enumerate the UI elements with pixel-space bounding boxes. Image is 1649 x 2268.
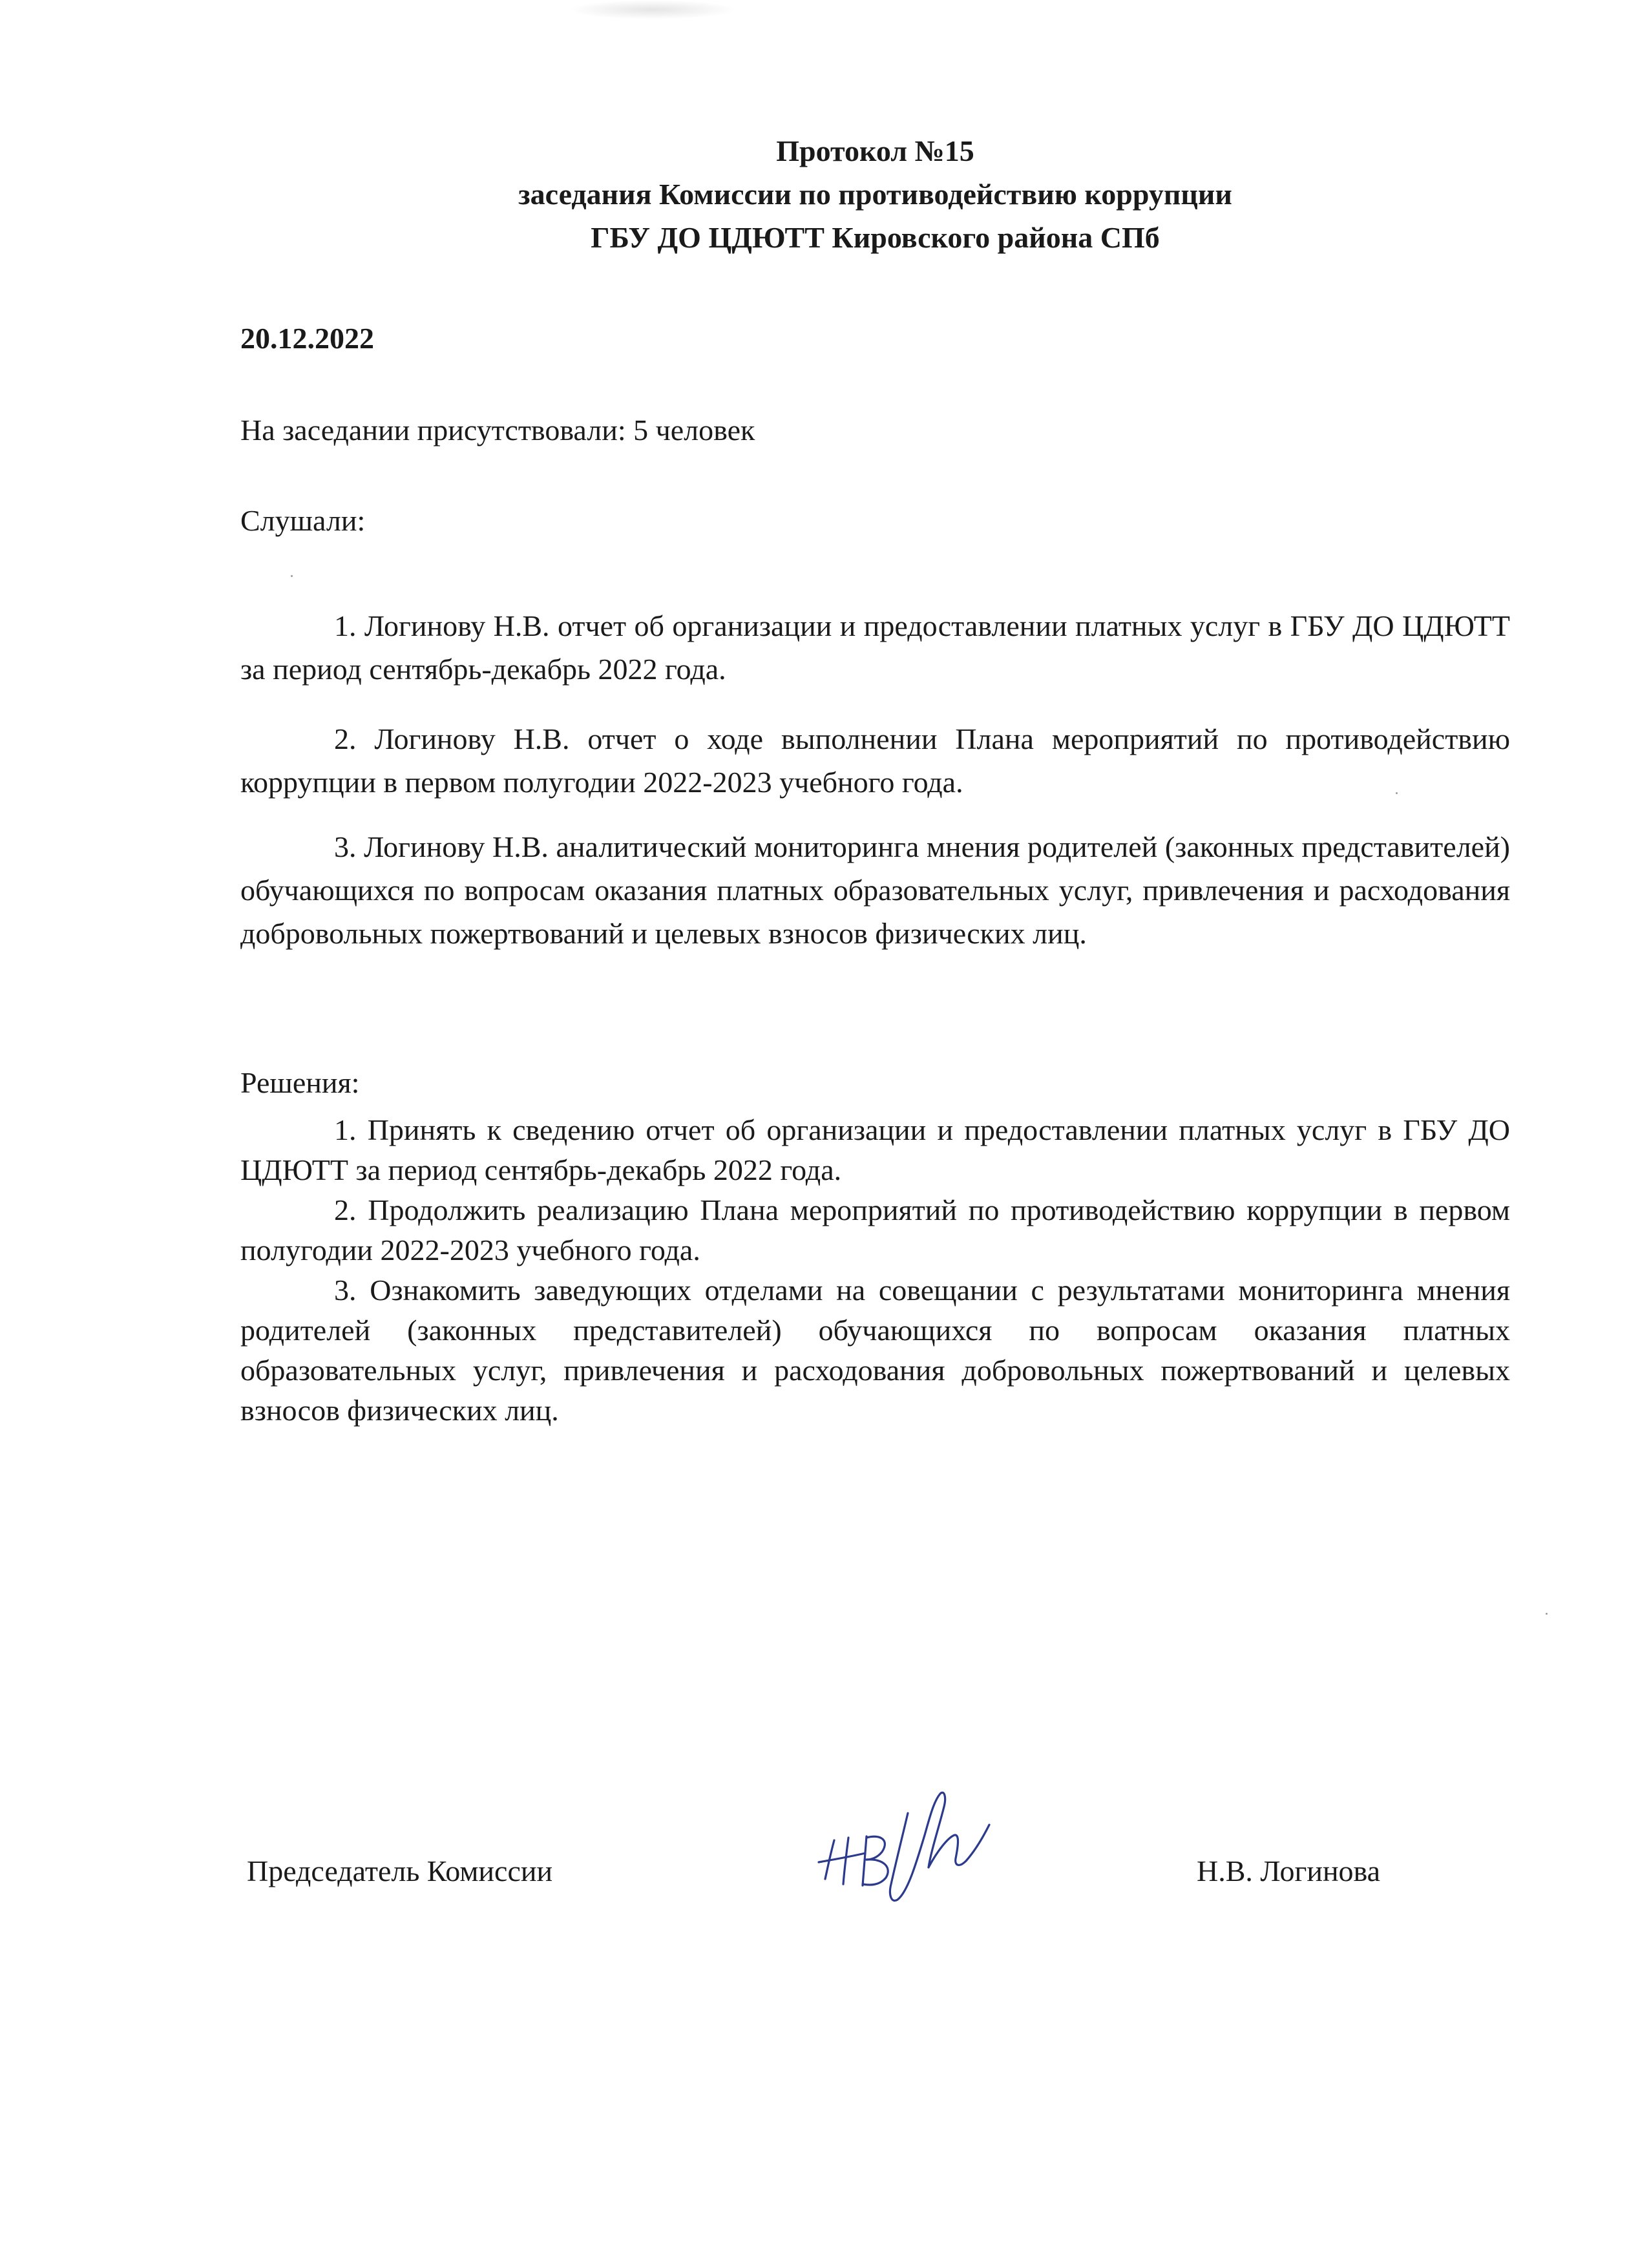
chairman-role: Председатель Комиссии <box>247 1854 553 1887</box>
handwritten-signature <box>811 1770 1005 1919</box>
heard-item-1: 1. Логинову Н.В. отчет об организации и предоставлении платных услуг в ГБУ ДО ЦДЮТТ за период сентябрь-декабрь 2022 года. <box>240 609 1510 686</box>
document-title <box>240 129 1510 259</box>
decisions-heading: Решения: <box>240 1066 360 1099</box>
scan-speck <box>1396 792 1398 794</box>
scan-smudge <box>569 0 737 19</box>
scan-speck <box>291 575 293 577</box>
heard-item-3: 3. Логинову Н.В. аналитический мониторинга мнения родителей (законных представителей) обучающихся по вопросам оказания платных образовательных услуг, привлечения и расходования добровольных пожертвований и целевых взносов физических лиц. <box>240 830 1510 950</box>
heard-item-2: 2. Логинову Н.В. отчет о ходе выполнении Плана мероприятий по противодействию коррупции в первом полугодии 2022-2023 учебного года. <box>240 722 1510 799</box>
title-line-3: ГБУ ДО ЦДЮТТ Кировского района СПб <box>591 221 1160 254</box>
chairman-name: Н.В. Логинова <box>1197 1854 1381 1887</box>
decision-item-3: 3. Ознакомить заведующих отделами на совещании с результатами мониторинга мнения родителей (законных представителей) обучающихся по вопросам оказания платных образовательных услуг, привлечения и расходования добровольных пожертвований и целевых взносов физических лиц. <box>240 1274 1510 1427</box>
decision-item-2: 2. Продолжить реализацию Плана мероприятий по противодействию коррупции в первом полугодии 2022-2023 учебного года. <box>240 1193 1510 1266</box>
heard-heading: Слушали: <box>240 504 366 537</box>
title-line-2: заседания Комиссии по противодействию коррупции <box>518 178 1232 211</box>
decision-item-1: 1. Принять к сведению отчет об организации и предоставлении платных услуг в ГБУ ДО ЦДЮТТ за период сентябрь-декабрь 2022 года. <box>240 1113 1510 1186</box>
attendance-line: На заседании присутствовали: 5 человек <box>240 414 755 446</box>
protocol-date: 20.12.2022 <box>240 322 374 355</box>
scan-speck <box>1546 1613 1548 1615</box>
title-line-1: Протокол №15 <box>776 134 974 167</box>
